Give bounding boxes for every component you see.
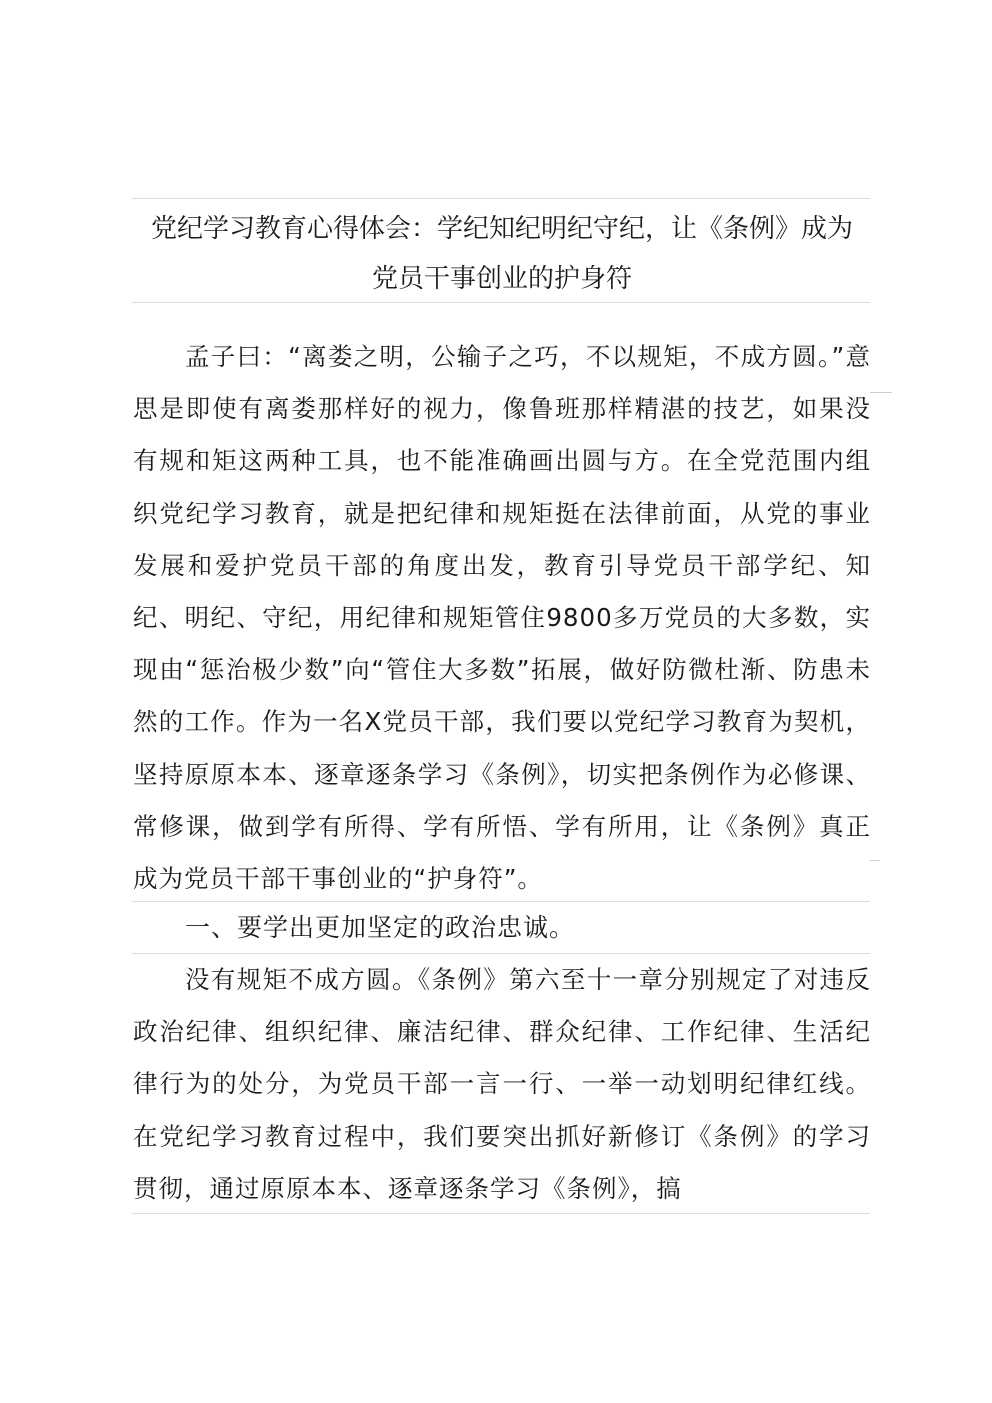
title-line-1: 党纪学习教育心得体会：学纪知纪明纪守纪，让《条例》成为 — [150, 214, 853, 244]
paragraph-intro: 孟子曰：“离娄之明，公输子之巧，不以规矩，不成方圆。”意思是即使有离娄那样好的视力，像鲁班那样精湛的技艺，如果没有规和矩这两种工具，也不能准确画出圆与方。在全党范围内组织党纪学习教育，就是把纪律和规矩挺在法律前面，从党的事业发展和爱护党员干部的角度出发，教育引导党员干部学纪、知纪、明纪、守纪，用纪律和规矩管住9800多万党员的大多数，实现由“惩治极少数”向“管住大多数”拓展，做好防微杜渐、防患未然的工作。作为一名X党员干部，我们要以党纪学习教育为契机，坚持原原本本、逐章逐条学习《条例》，切实把条例作为必修课、常修课，做到学有所得、学有所悟、学有所用，让《条例》真正成为党员干部干事创业的“护身符”。 — [133, 342, 871, 894]
margin-mark — [870, 392, 892, 393]
section-heading-1: 一、要学出更加坚定的政治忠诚。 — [185, 913, 576, 942]
title-line-2: 党员干事创业的护身符 — [371, 264, 632, 294]
margin-mark — [870, 860, 880, 861]
document-title — [133, 198, 871, 303]
paragraph-section-1: 没有规矩不成方圆。《条例》第六至十一章分别规定了对违反政治纪律、组织纪律、廉洁纪律、群众纪律、工作纪律、生活纪律行为的处分，为党员干部一言一行、一举一动划明纪律红线。在党纪学习教育过程中，我们要突出抓好新修订《条例》的学习贯彻，通过原原本本、逐章逐条学习《条例》，搞 — [133, 965, 871, 1203]
